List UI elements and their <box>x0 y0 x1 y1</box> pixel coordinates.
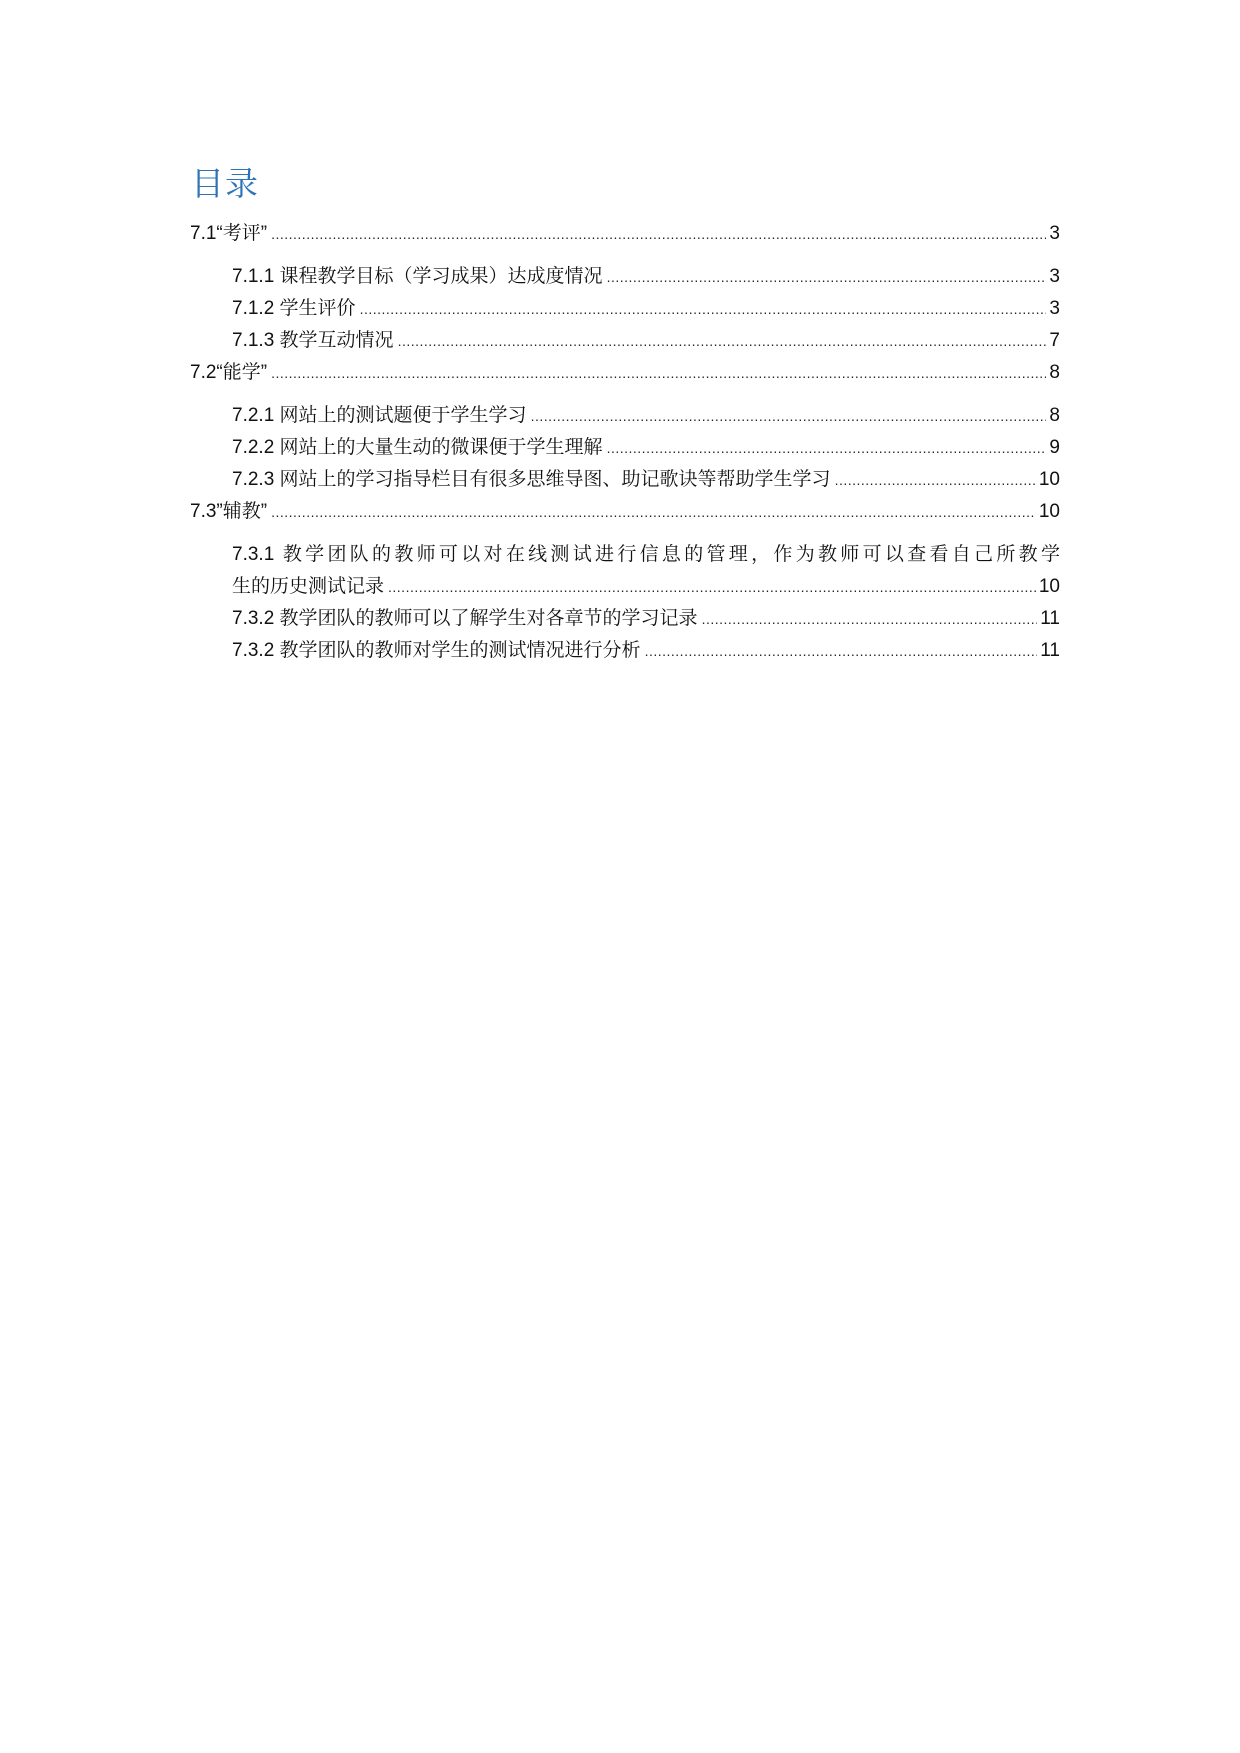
toc-entry-title: 网站上的大量生动的微课便于学生理解 <box>279 437 603 458</box>
toc-entry-page: 10 <box>1038 576 1060 597</box>
dot-leader <box>271 218 1046 250</box>
toc-entry-number: 7.2.1 <box>232 405 275 426</box>
toc-entry-title: 课程教学目标（学习成果）达成度情况 <box>279 266 603 287</box>
toc-entry-number: 7.1.1 <box>232 266 275 287</box>
toc-entry-page: 3 <box>1049 223 1060 244</box>
toc-entry-page: 8 <box>1049 405 1060 426</box>
toc-entry-page: 9 <box>1049 437 1060 458</box>
toc-entry-page: 7 <box>1049 330 1060 351</box>
toc-entry-page: 11 <box>1040 640 1060 661</box>
dot-leader <box>645 635 1038 667</box>
dot-leader <box>607 432 1047 464</box>
toc-entry[interactable] <box>190 496 1060 528</box>
toc-entry-title: “考评” <box>216 223 268 244</box>
toc-entry-title: 学生评价 <box>279 298 356 319</box>
toc-entry[interactable] <box>232 539 1060 603</box>
table-of-contents <box>190 218 1060 667</box>
toc-entry-page: 3 <box>1049 298 1060 319</box>
dot-leader <box>702 603 1038 635</box>
dot-leader <box>531 400 1047 432</box>
toc-entry-title: ”辅教” <box>216 501 268 522</box>
dot-leader <box>835 464 1036 496</box>
toc-entry-title: 教学团队的教师可以了解学生对各章节的学习记录 <box>279 608 698 629</box>
toc-entry-number: 7.1.3 <box>232 330 275 351</box>
toc-entry-page: 3 <box>1049 266 1060 287</box>
toc-entry-number: 7.3.2 <box>232 640 275 661</box>
toc-entry-page: 11 <box>1040 608 1060 629</box>
toc-entry[interactable] <box>232 635 1060 667</box>
toc-entry[interactable] <box>232 400 1060 432</box>
toc-entry[interactable] <box>232 464 1060 496</box>
toc-entry-number: 7.1.2 <box>232 298 275 319</box>
dot-leader <box>271 496 1036 528</box>
toc-entry[interactable] <box>232 293 1060 325</box>
toc-entry-number: 7.2.3 <box>232 469 275 490</box>
toc-entry-title-line1: 教学团队的教师可以对在线测试进行信息的管理，作为教师可以查看自己所教学 <box>282 544 1060 565</box>
toc-entry[interactable] <box>232 325 1060 357</box>
toc-entry-number: 7.2 <box>190 362 217 383</box>
toc-entry[interactable] <box>190 357 1060 389</box>
dot-leader <box>388 571 1036 603</box>
dot-leader <box>271 357 1046 389</box>
toc-entry[interactable] <box>232 432 1060 464</box>
toc-entry-page: 10 <box>1038 469 1060 490</box>
toc-entry[interactable] <box>232 603 1060 635</box>
toc-entry-title-line2: 生的历史测试记录 <box>232 576 385 597</box>
toc-entry[interactable] <box>190 218 1060 250</box>
dot-leader <box>607 261 1047 293</box>
dot-leader <box>398 325 1047 357</box>
dot-leader <box>360 293 1047 325</box>
toc-entry-title: 教学互动情况 <box>279 330 394 351</box>
toc-entry-title: 教学团队的教师对学生的测试情况进行分析 <box>279 640 641 661</box>
toc-entry-number: 7.3.2 <box>232 608 275 629</box>
toc-entry-number: 7.3 <box>190 501 217 522</box>
toc-entry-number: 7.1 <box>190 223 217 244</box>
toc-entry[interactable] <box>232 261 1060 293</box>
toc-title: 目录 <box>191 164 259 203</box>
toc-entry-page: 8 <box>1049 362 1060 383</box>
toc-entry-title: 网站上的学习指导栏目有很多思维导图、助记歌诀等帮助学生学习 <box>279 469 831 490</box>
toc-entry-number: 7.2.2 <box>232 437 275 458</box>
toc-entry-title: 网站上的测试题便于学生学习 <box>279 405 527 426</box>
toc-entry-number: 7.3.1 <box>232 544 275 565</box>
toc-entry-page: 10 <box>1038 501 1060 522</box>
toc-entry-title: “能学” <box>216 362 268 383</box>
